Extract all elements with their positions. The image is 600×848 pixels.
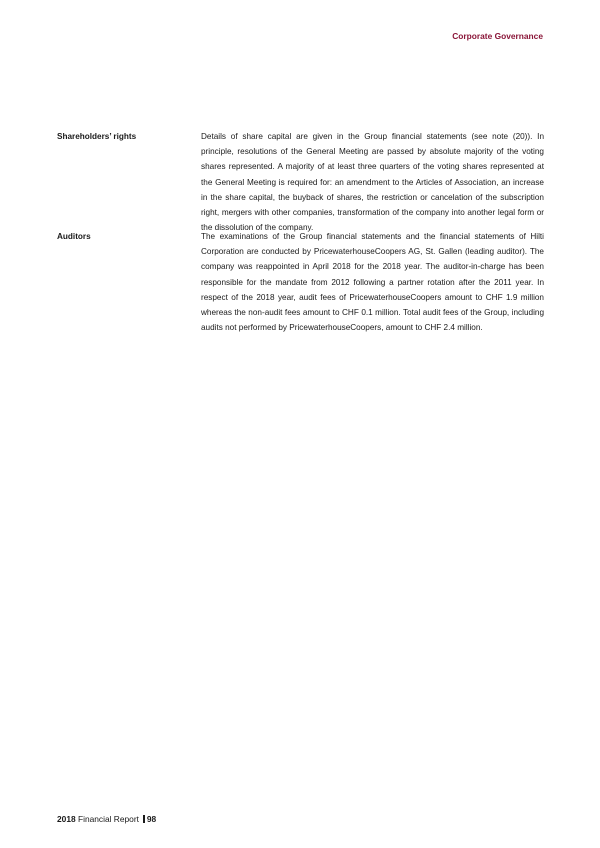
section-label: Shareholders’ rights (57, 132, 137, 141)
page-number: 98 (146, 814, 157, 824)
section-header: Corporate Governance (452, 31, 543, 41)
footer-year: 2018 (57, 814, 76, 824)
footer-report-name: Financial Report (77, 814, 139, 824)
section-label: Auditors (57, 232, 91, 241)
page-footer (57, 814, 156, 824)
footer-separator (143, 815, 145, 823)
section-body: The examinations of the Group financial statements and the financial statements of Hilti Corporation are conducted by PricewaterhouseCoopers AG, St. Gallen (leading auditor). The company was reappointed in April 2018 for the 2018 year. The auditor-in-charge has been responsible for the mandate from 2012 following a partner rotation after the 2011 year. In respect of the 2018 year, audit fees of PricewaterhouseCoopers amount to CHF 1.9 million whereas the non-audit fees amount to CHF 0.1 million. Total audit fees of the Group, including audits not performed by PricewaterhouseCoopers, amount to CHF 2.4 million. (201, 232, 544, 333)
section-body: Details of share capital are given in the Group financial statements (see note (20)). In principle, resolutions of the General Meeting are passed by absolute majority of the voting shares represented. A majority of at least three quarters of the voting shares represented at the General Meeting is required for: an amendment to the Articles of Association, an increase in the share capital, the buyback of shares, the restriction or cancelation of the subscription right, mergers with other companies, transformation of the company into another legal form or the dissolution of the company. (201, 132, 544, 233)
